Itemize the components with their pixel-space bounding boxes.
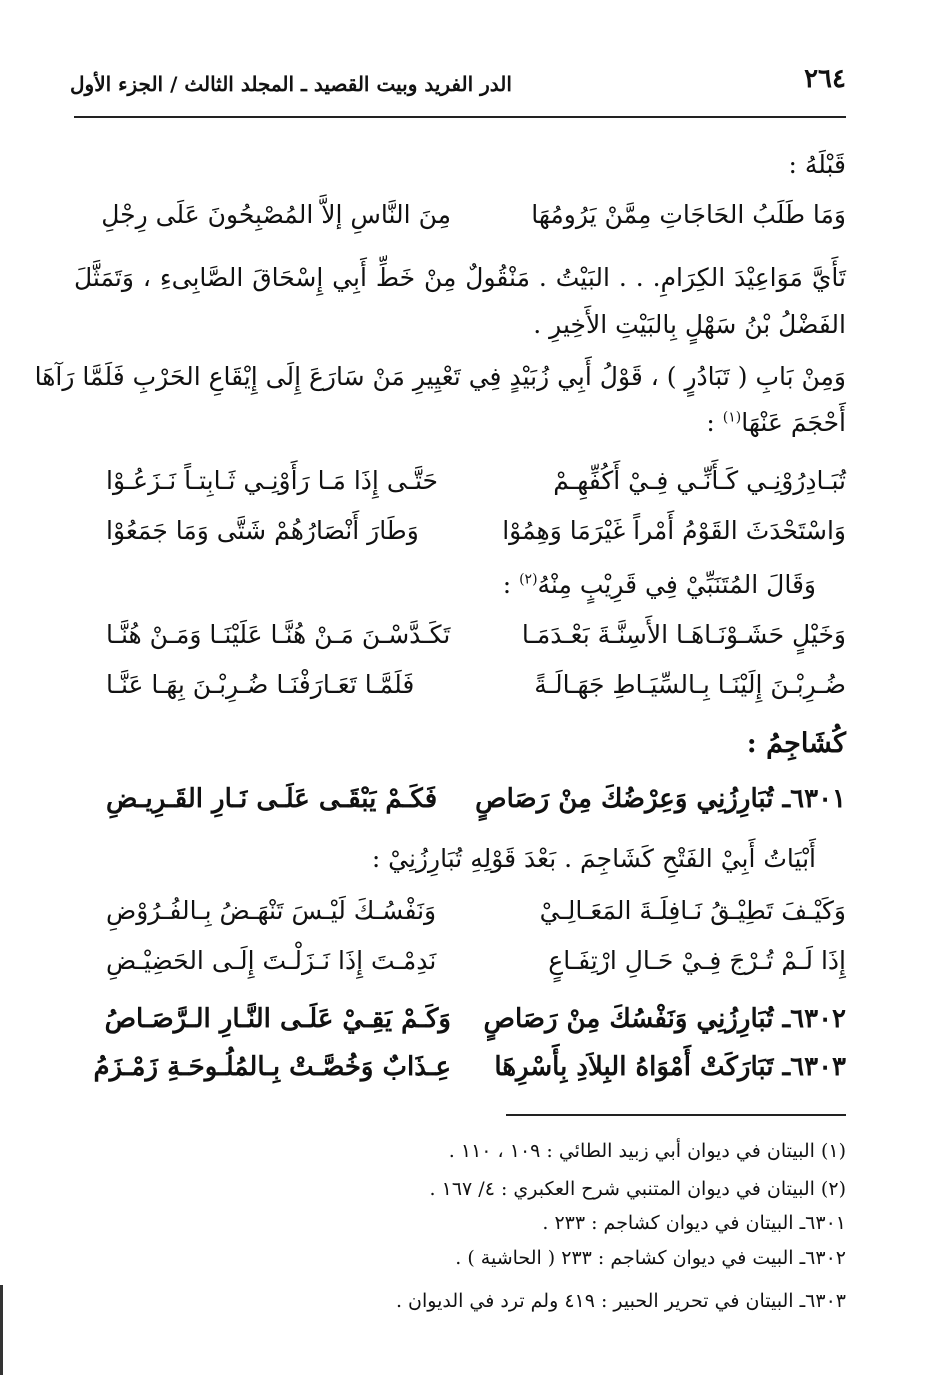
- footnote: ٦٣٠١ـ البيتان في ديوان كشاجم : ٢٣٣ .: [542, 1212, 846, 1234]
- verse-hemistich-left: وَنَفْسُـكَ لَيْـسَ تَنْهَـضُ بِـالفُـرُوْضِ: [106, 896, 437, 925]
- numbered-verse-left: وَكَـمْ يَقِـيْ عَلَـى النَّـارِ الـرَّصَـاصُ: [104, 1004, 451, 1034]
- prose-text: أَحْجَمَ عَنْهَا: [741, 408, 846, 437]
- qablahu-label: قَبْلَهُ :: [788, 150, 846, 179]
- footnote: (٢) البيتان في ديوان المتنبي شرح العكبري : ٤/ ١٦٧ .: [429, 1178, 846, 1200]
- footnote-marker: (١): [722, 409, 742, 426]
- page-number: ٢٦٤: [804, 64, 846, 94]
- prose-line: تَأَيَّ مَوَاعِيْدَ الكِرَامِ. . . البَيْتُ . مَنْقُولٌ مِنْ خَطِّ أَبِي إِسْحَاقَ الصَّابِىءِ ، وَتَمَثَّلَ: [74, 263, 846, 292]
- header-divider: [74, 116, 846, 118]
- verse-hemistich-left: وَطَارَ أَنْصَارُهُمْ شَتَّى وَمَا جَمَعُوْا: [106, 516, 419, 545]
- prose-text: :: [706, 408, 723, 437]
- verse-hemistich-left: نَدِمْـتَ إِذَا نَـزَلْـتَ إِلَـى الحَضِيْـضِ: [106, 946, 437, 975]
- verse-number: ٦٣٠١ـ: [782, 784, 846, 814]
- verse-hemistich-right: وَمَا طَلَبُ الحَاجَاتِ مِمَّنْ يَرُومُهَا: [531, 200, 846, 229]
- verse-text: تَبَارَكَتْ أَمْوَاهُ البِلاَدِ بِأَسْرِهَا: [494, 1052, 774, 1082]
- verse-text: تُبَارِزُنِي وَعِرْضُكَ مِنْ رَصَاصٍ: [475, 784, 774, 814]
- numbered-verse-right: [494, 1052, 846, 1082]
- prose-line: [503, 570, 816, 599]
- prose-line: أَبْيَاتُ أَبِيْ الفَتْحِ كَشَاجِمَ . بَعْدَ قَوْلِهِ تُبَارِزُنِيْ :: [371, 844, 816, 873]
- verse-hemistich-left: تَكَـدَّسْـنَ مَـنْ هُنَّـا عَلَيْنَـا وَمَـنْ هُنَّـا: [106, 620, 451, 649]
- prose-text: وَقَالَ المُتَنَبِّيْ فِي قَرِيْبٍ مِنْهُ: [537, 570, 816, 599]
- verse-hemistich-left: مِنَ النَّاسِ إلاَّ المُصْبِحُونَ عَلَى رِجْلِ: [101, 200, 451, 229]
- footnote: (١) البيتان في ديوان أبي زبيد الطائي : ١٠٩ ، ١١٠ .: [448, 1140, 846, 1162]
- verse-hemistich-right: ضُـرِبْـنَ إِلَيْنَـا بِـالسِّيَـاطِ جَهَـالَـةً: [534, 670, 846, 699]
- footnote: ٦٣٠٢ـ البيت في ديوان كشاجم : ٢٣٣ ( الحاشية ) .: [455, 1247, 846, 1269]
- verse-hemistich-right: وَاسْتَحْدَثَ القَوْمُ أَمْراً غَيْرَمَا وَهِمُوْا: [502, 516, 846, 545]
- verse-number: ٦٣٠٣ـ: [782, 1052, 846, 1082]
- footnote-marker: (٢): [519, 571, 538, 588]
- prose-line: الفَضْلُ بْنُ سَهْلٍ بِالبَيْتِ الأَخِيرِ .: [533, 310, 846, 339]
- prose-text: :: [502, 570, 520, 599]
- prose-line: [706, 408, 846, 437]
- footnote: ٦٣٠٣ـ البيتان في تحرير الحبير : ٤١٩ ولم ترد في الديوان .: [395, 1290, 846, 1312]
- verse-text: تُبَارِزُنِي وَنَفْسُكَ مِنْ رَصَاصٍ: [483, 1004, 774, 1034]
- verse-hemistich-right: تُبَـادِرُوْنِـي كَـأَنِّـي فِـيْ أَكُفِّهِـمْ: [553, 466, 846, 495]
- numbered-verse-right: [483, 1004, 846, 1034]
- verse-number: ٦٣٠٢ـ: [782, 1004, 846, 1034]
- prose-line: وَمِنْ بَابِ ( تَبَادُرٍ ) ، قَوْلُ أَبِي زُبَيْدٍ فِي تَعْيِيرِ مَنْ سَارَعَ إِلَى إِيْقَاعِ الحَرْبِ فَلَمَّا رَآهَا: [34, 362, 846, 391]
- numbered-verse-left: عِـذَابٌ وَخُصَّـتْ بِـالمُلُـوحَـةِ زَمْـزَمُ: [93, 1052, 451, 1082]
- running-header-title: الدر الفريد وبيت القصيد ـ المجلد الثالث / الجزء الأول: [70, 72, 512, 96]
- verse-hemistich-right: وَخَيْلٍ حَشَـوْنَـاهَـا الأَسِنَّـةَ بَعْـدَمَـا: [521, 620, 846, 649]
- poet-heading: كُشَاجِمُ :: [746, 728, 846, 759]
- numbered-verse-left: فَكَـمْ يَبْقَـى عَلَـى نَـارِ القَـرِيـضِ: [106, 784, 438, 814]
- verse-hemistich-right: وَكَيْـفَ تَطِيْـقُ نَـافِلَـةَ المَعَـالِـيْ: [539, 896, 846, 925]
- footnote-divider: [506, 1114, 846, 1116]
- numbered-verse-right: [475, 784, 846, 814]
- verse-hemistich-right: إِذَا لَـمْ تُـرْجَ فِـيْ حَـالِ ارْتِفَـاعٍ: [548, 946, 846, 975]
- verse-hemistich-left: حَتَّـى إِذَا مَـا رَأَوْنِـي ثَـابِتـاً نَـزَعُـوْا: [106, 466, 438, 495]
- scan-edge-mark: [0, 1285, 3, 1375]
- verse-hemistich-left: فَلَمَّـا تَعَـارَفْنَـا ضُـرِبْـنَ بِهَـا عَنَّـا: [106, 670, 415, 699]
